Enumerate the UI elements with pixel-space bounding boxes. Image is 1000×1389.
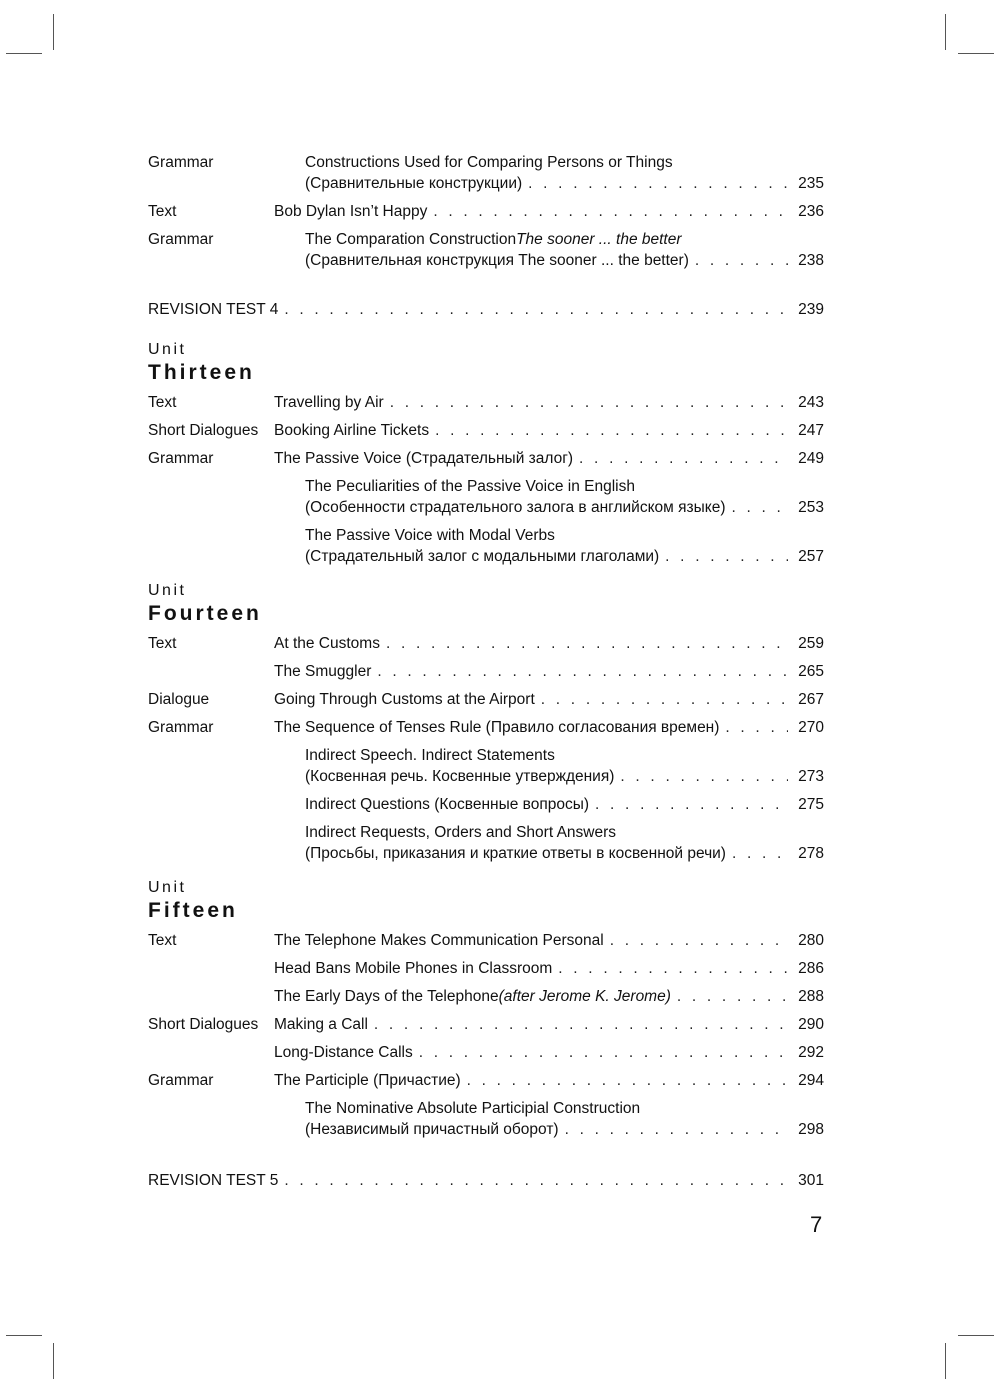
entry-title: Indirect Speech. Indirect Statements (305, 747, 555, 764)
dot-leader (610, 930, 788, 951)
entry (305, 745, 824, 787)
dot-leader (386, 633, 788, 654)
toc-line (305, 794, 824, 815)
dot-leader (541, 689, 788, 710)
entry-title: The Comparation Construction (305, 231, 517, 248)
toc-line (305, 497, 824, 518)
page-ref: 273 (798, 768, 824, 785)
dot-leader (390, 392, 788, 413)
toc-line (305, 766, 824, 787)
entry-title: The Smuggler (274, 663, 372, 680)
toc-line (274, 689, 824, 710)
entry (274, 420, 824, 441)
page-number: 7 (810, 1212, 823, 1237)
page-ref: 298 (798, 1121, 824, 1138)
entry-title: The Passive Voice with Modal Verbs (305, 527, 555, 544)
entry (305, 1098, 824, 1140)
toc-row (148, 930, 824, 951)
table-of-contents (148, 152, 824, 1211)
entry-title: Bob Dylan Isn’t Happy (274, 203, 428, 220)
page-ref: 235 (798, 175, 824, 192)
page-ref: 301 (798, 1172, 824, 1189)
page-ref: 278 (798, 845, 824, 862)
crop-mark (53, 1343, 54, 1379)
entry-title: (Страдательный залог с модальными глаголами) (305, 548, 660, 565)
crop-mark (958, 53, 994, 54)
toc-line (274, 958, 824, 979)
toc-row (148, 661, 824, 682)
toc-line (305, 745, 824, 766)
page-ref: 288 (798, 988, 824, 1005)
dot-leader (284, 299, 788, 320)
page-ref: 292 (798, 1044, 824, 1061)
dot-leader (528, 173, 788, 194)
toc-line (274, 448, 824, 469)
crop-mark (6, 53, 42, 54)
entry-title: The Passive Voice (Страдательный залог) (274, 450, 574, 467)
dot-leader (377, 661, 788, 682)
toc-line (274, 1070, 824, 1091)
entry-title: Head Bans Mobile Phones in Classroom (274, 960, 553, 977)
unit-title: Thirteen (148, 361, 255, 384)
toc-row (148, 448, 824, 469)
dot-leader (433, 201, 788, 222)
toc-line (305, 229, 824, 250)
entry-title: The Nominative Absolute Participial Construction (305, 1100, 641, 1117)
section-label: Grammar (148, 719, 214, 736)
entry (305, 476, 824, 518)
entry (274, 930, 824, 951)
entry-title-italic: (after Jerome K. Jerome) (498, 988, 671, 1005)
dot-leader (565, 1119, 788, 1140)
page-ref: 249 (798, 450, 824, 467)
section-label: Short Dialogues (148, 1016, 259, 1033)
entry (305, 152, 824, 194)
dot-leader (595, 794, 788, 815)
toc-row (148, 229, 824, 271)
toc-line (274, 986, 824, 1007)
dot-leader (419, 1042, 788, 1063)
entry (305, 229, 824, 271)
toc-line (274, 633, 824, 654)
entry-title: The Early Days of the Telephone (274, 988, 499, 1005)
unit-heading (148, 581, 824, 627)
toc-row (148, 1042, 824, 1063)
toc-row (148, 633, 824, 654)
dot-leader (558, 958, 788, 979)
dot-leader (374, 1014, 788, 1035)
page-ref: 275 (798, 796, 824, 813)
entry-title: Making a Call (274, 1016, 368, 1033)
toc-row (148, 1098, 824, 1140)
entry-title: (Сравнительные конструкции) (305, 175, 523, 192)
entry-title: (Сравнительная конструкция The sooner ... the better) (305, 252, 689, 269)
page-ref: 253 (798, 499, 824, 516)
dot-leader (620, 766, 788, 787)
toc-row (148, 420, 824, 441)
entry-title: The Sequence of Tenses Rule (Правило согласования времен) (274, 719, 720, 736)
page-ref: 247 (798, 422, 824, 439)
unit-heading (148, 340, 824, 386)
page-ref: 243 (798, 394, 824, 411)
toc-row (148, 1070, 824, 1091)
section-label: Dialogue (148, 691, 210, 708)
toc-row (148, 689, 824, 710)
revision-test-entry (148, 1170, 824, 1191)
toc-line (305, 152, 824, 173)
entry-title: (Особенности страдательного залога в английском языке) (305, 499, 726, 516)
page-ref: 238 (798, 252, 824, 269)
section-label: Text (148, 394, 177, 411)
entry (274, 661, 824, 682)
entry (274, 1014, 824, 1035)
entry-title: Booking Airline Tickets (274, 422, 430, 439)
page-ref: 290 (798, 1016, 824, 1033)
entry-title: REVISION TEST 5 (148, 1172, 279, 1189)
toc-line (305, 546, 824, 567)
toc-line (274, 1014, 824, 1035)
dot-leader (665, 546, 788, 567)
page-ref: 259 (798, 635, 824, 652)
entry-title: Travelling by Air (274, 394, 384, 411)
page-ref: 294 (798, 1072, 824, 1089)
entry-title: Going Through Customs at the Airport (274, 691, 535, 708)
unit-caption: Unit (148, 341, 187, 358)
section-label: Text (148, 932, 177, 949)
toc-row (148, 822, 824, 864)
page-ref: 280 (798, 932, 824, 949)
unit-title: Fifteen (148, 899, 238, 922)
toc-row (148, 717, 824, 738)
unit-caption: Unit (148, 879, 187, 896)
entry (305, 525, 824, 567)
toc-row (148, 476, 824, 518)
entry (274, 958, 824, 979)
toc-row (148, 794, 824, 815)
entry (274, 717, 824, 738)
section-label: Short Dialogues (148, 422, 259, 439)
entry (274, 1042, 824, 1063)
entry-title: Long-Distance Calls (274, 1044, 413, 1061)
page-ref: 267 (798, 691, 824, 708)
section-label: Grammar (148, 1072, 214, 1089)
page-ref: 270 (798, 719, 824, 736)
entry (274, 986, 824, 1007)
page-ref: 265 (798, 663, 824, 680)
section-label: Grammar (148, 231, 214, 248)
toc-row (148, 986, 824, 1007)
dot-leader (695, 250, 788, 271)
toc-row (148, 1014, 824, 1035)
toc-row (148, 201, 824, 222)
unit-heading (148, 878, 824, 924)
toc-line (305, 250, 824, 271)
page-ref: 239 (798, 301, 824, 318)
entry (148, 1170, 824, 1191)
toc-line (305, 173, 824, 194)
dot-leader (725, 717, 788, 738)
toc-line (305, 1119, 824, 1140)
toc-line (305, 843, 824, 864)
toc-line (305, 525, 824, 546)
page-ref: 286 (798, 960, 824, 977)
entry-title: Indirect Questions (Косвенные вопросы) (305, 796, 590, 813)
toc-line (274, 1042, 824, 1063)
dot-leader (579, 448, 788, 469)
entry (305, 794, 824, 815)
dot-leader (467, 1070, 788, 1091)
toc-row (148, 392, 824, 413)
toc-row (148, 152, 824, 194)
toc-line (274, 930, 824, 951)
entry-title: Indirect Requests, Orders and Short Answers (305, 824, 617, 841)
unit-caption: Unit (148, 582, 187, 599)
dot-leader (435, 420, 788, 441)
entry-title: (Косвенная речь. Косвенные утверждения) (305, 768, 615, 785)
unit-title: Fourteen (148, 602, 262, 625)
entry (274, 633, 824, 654)
toc-line (305, 1098, 824, 1119)
toc-line (274, 392, 824, 413)
entry-title: The Peculiarities of the Passive Voice in English (305, 478, 635, 495)
entry (274, 201, 824, 222)
entry (274, 1070, 824, 1091)
toc-row (148, 745, 824, 787)
toc-line (148, 299, 824, 320)
entry-title: Constructions Used for Comparing Persons or Things (305, 154, 673, 171)
toc-line (274, 661, 824, 682)
entry-title-italic: The sooner ... the better (516, 231, 682, 248)
crop-mark (945, 1343, 946, 1379)
entry (148, 299, 824, 320)
dot-leader (732, 843, 788, 864)
entry (274, 448, 824, 469)
toc-line (274, 420, 824, 441)
toc-line (274, 201, 824, 222)
entry (274, 689, 824, 710)
toc-line (305, 822, 824, 843)
section-label: Text (148, 635, 177, 652)
dot-leader (677, 986, 788, 1007)
dot-leader (732, 497, 789, 518)
entry-title: REVISION TEST 4 (148, 301, 279, 318)
toc-line (305, 476, 824, 497)
dot-leader (284, 1170, 788, 1191)
revision-test-entry (148, 299, 824, 320)
page-ref: 236 (798, 203, 824, 220)
section-label: Grammar (148, 154, 214, 171)
entry-title: (Независимый причастный оборот) (305, 1121, 559, 1138)
section-label: Grammar (148, 450, 214, 467)
toc-line (148, 1170, 824, 1191)
toc-row (148, 958, 824, 979)
toc-row (148, 525, 824, 567)
crop-mark (958, 1335, 994, 1336)
entry (274, 392, 824, 413)
crop-mark (945, 14, 946, 50)
section-label: Text (148, 203, 177, 220)
entry-title: (Просьбы, приказания и краткие ответы в косвенной речи) (305, 845, 726, 862)
entry (305, 822, 824, 864)
page-ref: 257 (798, 548, 824, 565)
entry-title: At the Customs (274, 635, 380, 652)
entry-title: The Participle (Причастие) (274, 1072, 461, 1089)
toc-line (274, 717, 824, 738)
entry-title: The Telephone Makes Communication Personal (274, 932, 604, 949)
crop-mark (53, 14, 54, 50)
crop-mark (6, 1335, 42, 1336)
